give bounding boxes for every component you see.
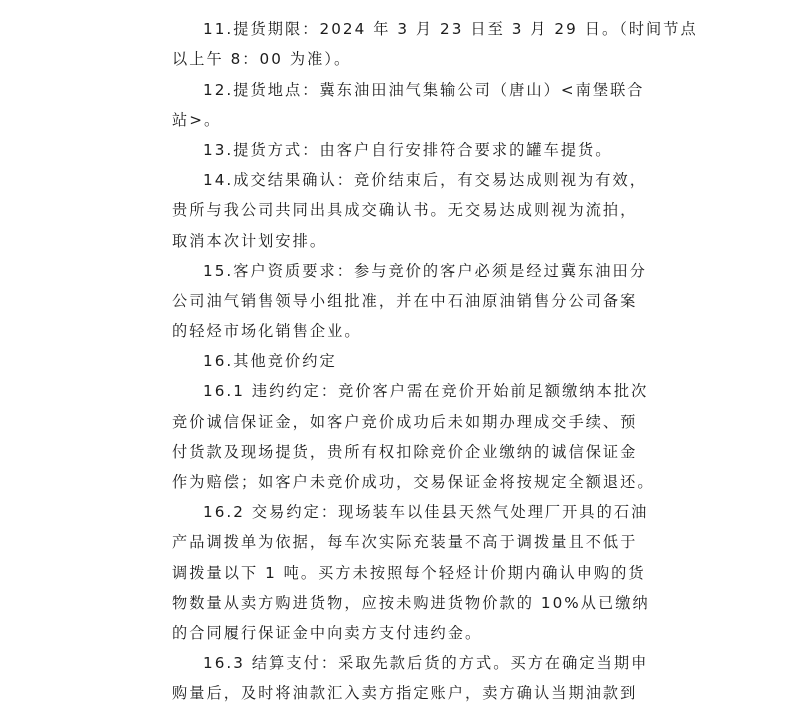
text-line: 产品调拨单为依据，每车次实际充装量不高于调拨量且不低于 [172, 533, 638, 551]
text-line: 作为赔偿；如客户未竞价成功，交易保证金将按规定全额退还。 [172, 473, 655, 491]
text-line: 站>。 [172, 111, 222, 129]
text-line: 16.2 交易约定：现场装车以佳县天然气处理厂开具的石油 [203, 503, 649, 521]
text-line: 11.提货期限：2024 年 3 月 23 日至 3 月 29 日。（时间节点 [203, 20, 698, 38]
text-line: 购量后，及时将油款汇入卖方指定账户，卖方确认当期油款到 [172, 684, 638, 702]
text-line: 竞价诚信保证金，如客户竞价成功后未如期办理成交手续、预 [172, 413, 638, 431]
text-line: 16.3 结算支付：采取先款后货的方式。买方在确定当期申 [203, 654, 649, 672]
text-line: 13.提货方式：由客户自行安排符合要求的罐车提货。 [203, 141, 613, 159]
text-line: 的合同履行保证金中向卖方支付违约金。 [172, 624, 483, 642]
text-line: 调拨量以下 1 吨。买方未按照每个轻烃计价期内确认申购的货 [172, 564, 646, 582]
text-line: 15.客户资质要求：参与竞价的客户必须是经过冀东油田分 [203, 262, 648, 280]
text-line: 付货款及现场提货，贵所有权扣除竞价企业缴纳的诚信保证金 [172, 443, 638, 461]
text-line: 16.其他竞价约定 [203, 352, 337, 370]
text-line: 贵所与我公司共同出具成交确认书。无交易达成则视为流拍， [172, 201, 638, 219]
text-line: 以上午 8：00 为准）。 [172, 50, 352, 68]
text-line: 16.1 违约约定：竞价客户需在竞价开始前足额缴纳本批次 [203, 382, 649, 400]
text-line: 的轻烃市场化销售企业。 [172, 322, 362, 340]
text-line: 物数量从卖方购进货物，应按未购进货物价款的 10%从已缴纳 [172, 594, 650, 612]
text-line: 12.提货地点：冀东油田油气集输公司（唐山）<南堡联合 [203, 81, 645, 99]
text-line: 取消本次计划安排。 [172, 232, 328, 250]
text-line: 公司油气销售领导小组批准，并在中石油原油销售分公司备案 [172, 292, 638, 310]
text-line: 14.成交结果确认：竞价结束后，有交易达成则视为有效， [203, 171, 648, 189]
